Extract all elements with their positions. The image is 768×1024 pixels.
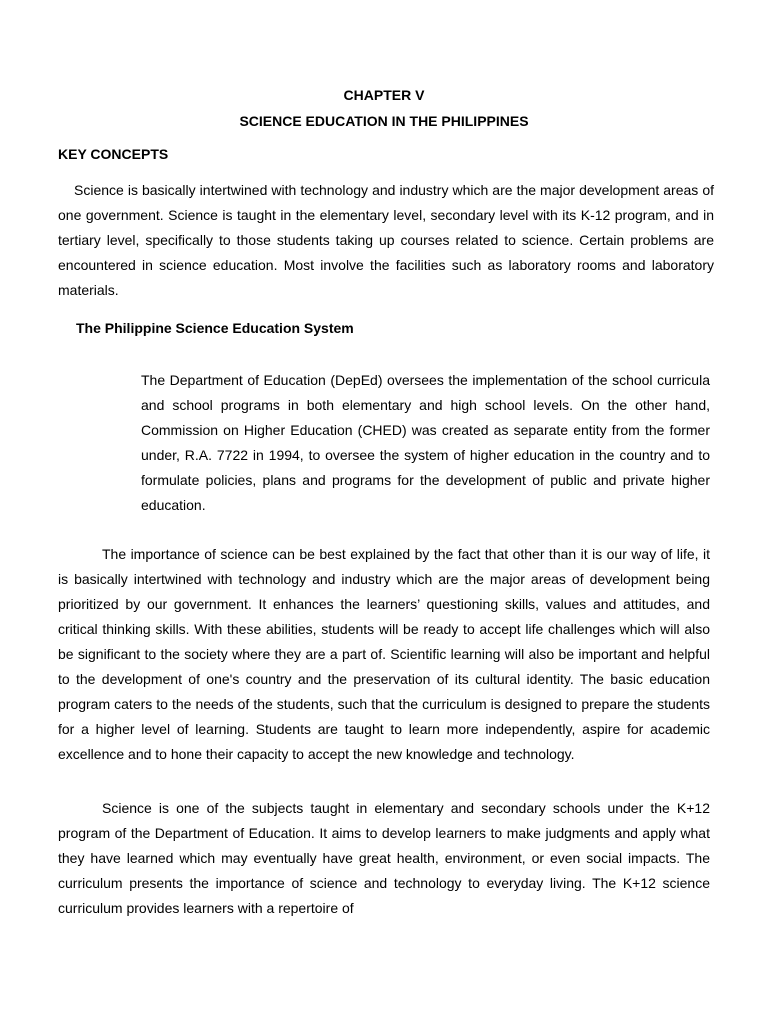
body-paragraph-3: Science is one of the subjects taught in elementary and secondary schools under the K+12 program of the Department of Education. It aims to develop learners to make judgments and apply what they have learned which may eventually have great health, environment, or even social impacts. The curriculum presents the importance of science and technology to everyday living. The K+12 science curriculum provides learners with a repertoire of [58,800,710,916]
block-quote: The Department of Education (DepEd) oversees the implementation of the school curricula and school programs in both elementary and high school levels. On the other hand, Commission on Higher Education (CHED) was created as separate entity from the former under, R.A. 7722 in 1994, to oversee the system of higher education in the country and to formulate policies, plans and programs for the development of public and private higher education. [141,372,710,513]
chapter-title: SCIENCE EDUCATION IN THE PHILIPPINES [239,113,529,129]
subheading: The Philippine Science Education System [76,320,354,336]
chapter-number: CHAPTER V [343,87,425,103]
body-paragraph-2: The importance of science can be best explained by the fact that other than it is our way of life, it is basically intertwined with technology and industry which are the major areas of development being prioritized by our government. It enhances the learners’ questioning skills, values and attitudes, and critical thinking skills. With these abilities, students will be ready to accept life challenges which will also be significant to the society where they are a part of. Scientific learning will also be important and helpful to the development of one's country and the preservation of its cultural identity. The basic education program caters to the needs of the students, such that the curriculum is designed to prepare the students for a higher level of learning. Students are taught to learn more independently, aspire for academic excellence and to hone their capacity to accept the new knowledge and technology. [58,546,710,762]
section-heading: KEY CONCEPTS [58,146,169,162]
intro-paragraph: Science is basically intertwined with technology and industry which are the major development areas of one government. Science is taught in the elementary level, secondary level with its K-12 program, and in tertiary level, specifically to those students taking up courses related to science. Certain problems are encountered in science education. Most involve the facilities such as laboratory rooms and laboratory materials. [58,182,714,298]
